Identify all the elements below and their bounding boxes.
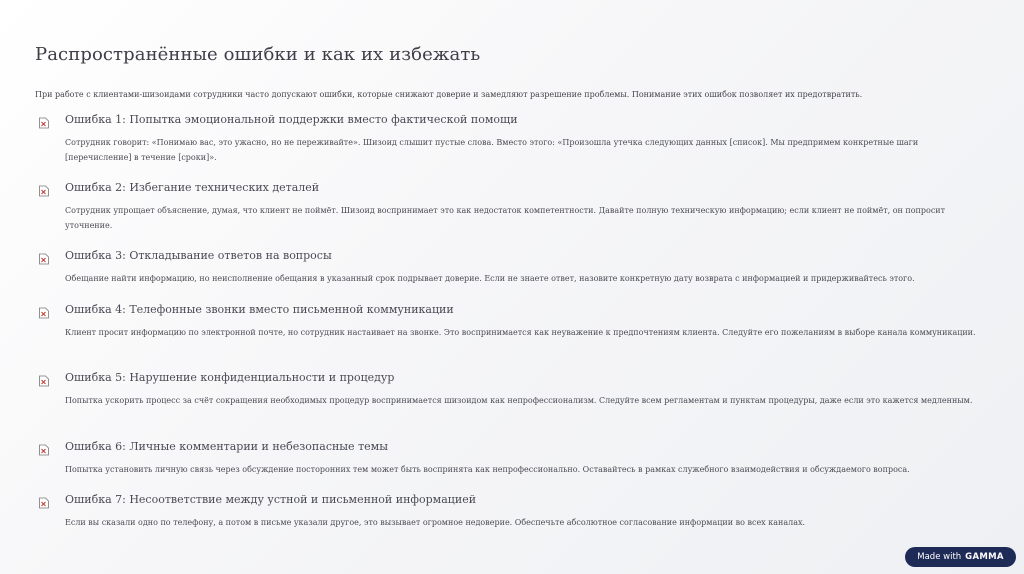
mistake-description: Сотрудник упрощает объяснение, думая, что клиент не поймёт. Шизоид воспринимает это как недостаток компетентности. Давайте полную техническую информацию; если клиент не поймёт, он попросит уточнение. <box>65 206 946 230</box>
error-document-icon <box>38 250 50 262</box>
mistake-description: Сотрудник говорит: «Понимаю вас, это ужасно, но не переживайте». Шизоид слышит пустые слова. Вместо этого: «Произошла утечка следующих данных [список]. Мы предпримем конкретные шаги [перечисление] в течение [сроки]». <box>65 138 919 162</box>
mistake-title: Ошибка 1: Попытка эмоциональной поддержки вместо фактической помощи <box>65 113 518 126</box>
mistake-title: Ошибка 7: Несоответствие между устной и письменной информацией <box>65 493 477 506</box>
mistake-title: Ошибка 2: Избегание технических деталей <box>65 181 320 194</box>
mistake-description: Клиент просит информацию по электронной почте, но сотрудник настаивает на звонке. Это воспринимается как неуважение к предпочтениям клиента. Следуйте его пожеланиям в выборе канала коммуникации. <box>65 328 976 337</box>
mistake-title: Ошибка 3: Откладывание ответов на вопросы <box>65 249 332 262</box>
badge-prefix: Made with <box>917 552 962 562</box>
intro-text: При работе с клиентами-шизоидами сотрудники часто допускают ошибки, которые снижают доверие и замедляют разрешение проблемы. Понимание этих ошибок позволяет их предотвратить. <box>35 90 863 99</box>
error-document-icon <box>38 372 50 384</box>
mistake-description: Если вы сказали одно по телефону, а потом в письме указали другое, это вызывает огромное недоверие. Обеспечьте абсолютное согласование информации во всех каналах. <box>65 518 806 527</box>
mistake-title: Ошибка 5: Нарушение конфиденциальности и процедур <box>65 371 395 384</box>
gamma-logo: GAMMA <box>965 552 1004 562</box>
error-document-icon <box>38 114 50 126</box>
error-document-icon <box>38 441 50 453</box>
error-document-icon <box>38 494 50 506</box>
mistake-description: Попытка установить личную связь через обсуждение посторонних тем может быть воспринята как непрофессионально. Оставайтесь в рамках служебного взаимодействия и обсуждаемого вопроса. <box>65 465 910 474</box>
error-document-icon <box>38 304 50 316</box>
page-title: Распространённые ошибки и как их избежать <box>35 44 481 65</box>
mistake-title: Ошибка 6: Личные комментарии и небезопасные темы <box>65 440 388 453</box>
mistake-title: Ошибка 4: Телефонные звонки вместо письменной коммуникации <box>65 303 454 316</box>
error-document-icon <box>38 182 50 194</box>
mistake-description: Попытка ускорить процесс за счёт сокращения необходимых процедур воспринимается шизоидом как непрофессионализм. Следуйте всем регламентам и пунктам процедуры, даже если это кажется медленным. <box>65 396 973 405</box>
made-with-gamma-badge[interactable] <box>905 547 1016 567</box>
mistake-description: Обещание найти информацию, но неисполнение обещания в указанный срок подрывает доверие. Если не знаете ответ, назовите конкретную дату возврата с информацией и придерживайтесь этого. <box>65 274 915 283</box>
